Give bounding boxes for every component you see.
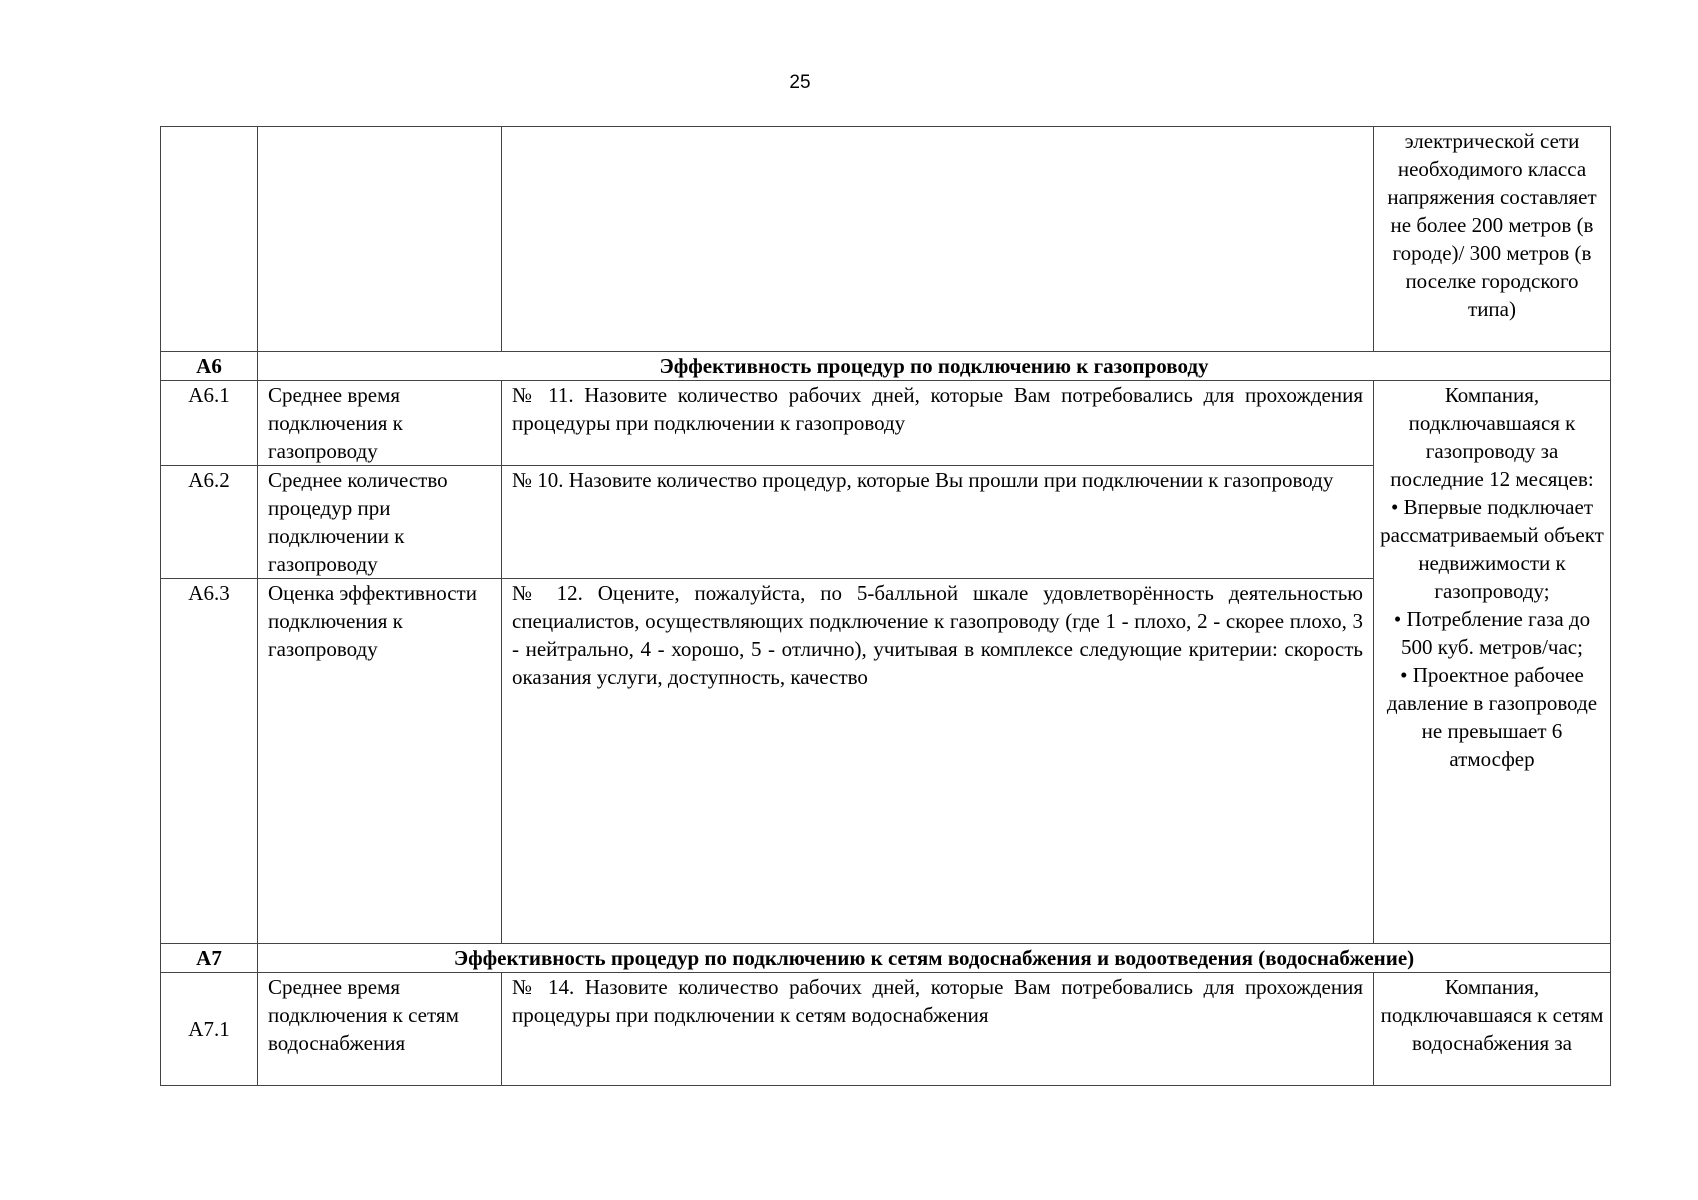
- continuation-respondents-cell: электрической сети необходимого класса напряжения составляет не более 200 метров (в городе)/ 300 метров (в поселке городского типа): [1374, 127, 1611, 352]
- respondents-criterion: • Потребление газа до 500 куб. метров/час;: [1393, 607, 1591, 659]
- respondents-cell: [1374, 381, 1611, 944]
- section-header-a6: [161, 352, 1611, 381]
- indicator-cell: Среднее время подключения к газопроводу: [258, 381, 502, 466]
- row-code: А6.1: [161, 381, 258, 466]
- question-cell: № 10. Назовите количество процедур, которые Вы прошли при подключении к газопроводу: [502, 466, 1374, 579]
- empty-cell: [258, 127, 502, 352]
- section-title: Эффективность процедур по подключению к газопроводу: [258, 352, 1611, 381]
- respondents-cell: Компания, подключавшаяся к сетям водоснабжения за: [1374, 973, 1611, 1086]
- question-cell: № 14. Назовите количество рабочих дней, которые Вам потребовались для прохождения процедуры при подключении к сетям водоснабжения: [502, 973, 1374, 1086]
- empty-cell: [161, 127, 258, 352]
- respondents-criterion: • Проектное рабочее давление в газопроводе не превышает 6 атмосфер: [1386, 663, 1598, 771]
- empty-cell: [502, 127, 1374, 352]
- page-number: 25: [789, 72, 811, 93]
- indicators-table: [160, 126, 1611, 1086]
- question-cell: № 12. Оцените, пожалуйста, по 5-балльной шкале удовлетворённость деятельностью специалистов, осуществляющих подключение к газопроводу (где 1 - плохо, 2 - скорее плохо, 3 - нейтрально, 4 - хорошо, 5 - отлично), учитывая в комплексе следующие критерии: скорость оказания услуги, доступность, качество: [502, 579, 1374, 944]
- section-code: А7: [161, 944, 258, 973]
- row-code: А6.3: [161, 579, 258, 944]
- question-cell: № 11. Назовите количество рабочих дней, которые Вам потребовались для прохождения процедуры при подключении к газопроводу: [502, 381, 1374, 466]
- indicator-cell: Оценка эффективности подключения к газопроводу: [258, 579, 502, 944]
- section-header-a7: [161, 944, 1611, 973]
- respondents-criterion: • Впервые подключает рассматриваемый объект недвижимости к газопроводу;: [1380, 495, 1604, 603]
- indicator-cell: Среднее время подключения к сетям водоснабжения: [258, 973, 502, 1086]
- section-code: А6: [161, 352, 258, 381]
- row-code: А7.1: [161, 973, 258, 1086]
- continuation-row: [161, 127, 1611, 352]
- row-code: А6.2: [161, 466, 258, 579]
- table-row: [161, 973, 1611, 1086]
- respondents-intro: Компания, подключавшаяся к газопроводу за последние 12 месяцев:: [1390, 383, 1594, 491]
- indicator-cell: Среднее количество процедур при подключении к газопроводу: [258, 466, 502, 579]
- section-title: Эффективность процедур по подключению к сетям водоснабжения и водоотведения (водоснабжение): [258, 944, 1611, 973]
- table-row: [161, 381, 1611, 466]
